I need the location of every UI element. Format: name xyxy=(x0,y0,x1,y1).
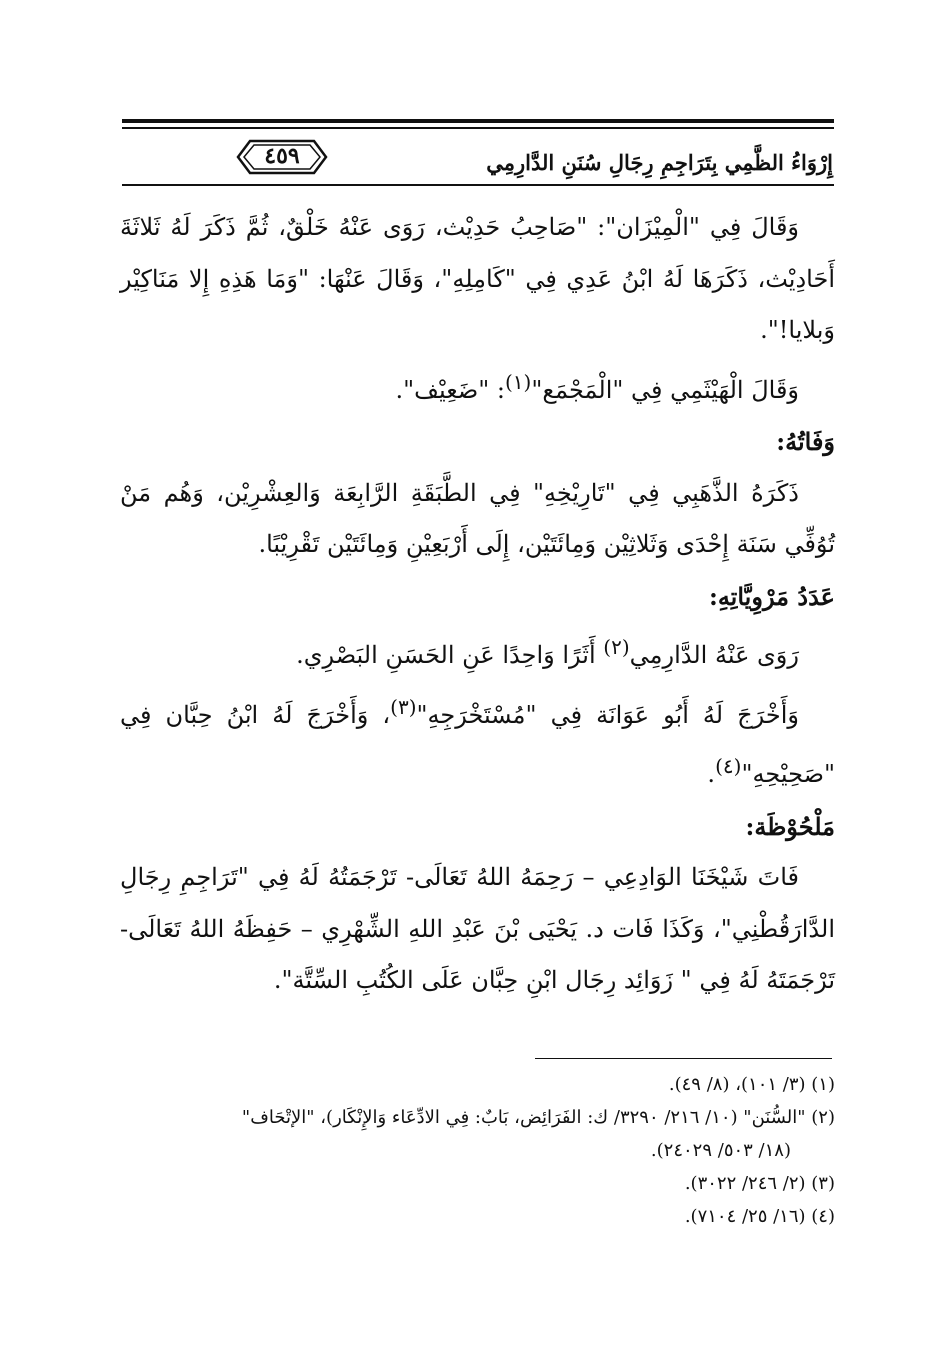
heading-death: وَفَاتُهُ: xyxy=(776,427,835,456)
footnote-ref-2: (٢) xyxy=(603,635,630,659)
footnote-2: (٢) "السُّنَن" (١٠/ ٢١٦/ ٣٢٩٠/ ك: الفَرَائِض، بَابٌ: فِي الادِّعَاء وَالإِنْكَار)، "الإتْحَاف" xyxy=(241,1107,835,1128)
heading-narrations-count: عَدَدُ مَرْوِيَّاتِهِ: xyxy=(708,581,835,611)
paragraph-note: فَاتَ شَيْخَنَا الوَادِعِي – رَحِمَهُ اللهُ تَعَالَى- تَرْجَمَتُهُ لَهُ فِي "تَرَاجِمِ رِجَالِ الدَّارَقُطْنِي"، وَكَذَا فَات د. يَحْيَى بْنَ عَبْدِ اللهِ الشِّهْرِي – حَفِظَهُ اللهُ تَعَالَى- تَرْجَمَتَهُ لَهُ فِي " زَوَائِد رِجَال ابْنِ حِبَّان عَلَى الكُتُبِ السِّتَّة". xyxy=(120,863,835,994)
paragraph-awana xyxy=(120,682,835,801)
page-number: ٤٥٩ xyxy=(264,143,300,169)
paragraph-haythami-end: : "ضَعِيْف". xyxy=(395,375,505,404)
page-number-frame xyxy=(236,138,328,176)
paragraph-death: ذَكَرَهُ الذَّهَبِي فِي "تَارِيْخِهِ" فِي الطَّبَقَةِ الرَّابِعَة وَالعِشْرِيْن، وَهُم مَنْ تُوُفِّي سَنَة إِحْدَى وَثَلاثِيْن وَمِائَتَيْن، إِلَى أَرْبَعِيْنِ وَمِائَتَيْن تَقْرِيْبًا. xyxy=(120,478,835,558)
heading-note: مَلْحُوْظَة: xyxy=(745,811,835,841)
paragraph-awana-end: . xyxy=(707,760,716,788)
footnote-separator xyxy=(535,1058,832,1059)
footnote-4: (٤) (١٦/ ٢٥/ ٧١٠٤). xyxy=(684,1206,835,1227)
main-text xyxy=(120,202,835,1007)
footnotes xyxy=(120,1068,835,1233)
paragraph-darimi xyxy=(120,622,835,682)
header-rule-top xyxy=(122,119,834,123)
running-header-title: إِرْوَاءُ الظَّمِي بِتَرَاجِمِ رِجَالِ سُنَنِ الدَّارِمِي xyxy=(486,150,833,175)
footnote-1: (١) (٣/ ١٠١)، (٨/ ٤٩). xyxy=(668,1074,835,1095)
footnote-ref-4: (٤) xyxy=(715,754,742,778)
paragraph-darimi-end: أَثَرًا وَاحِدًا عَنِ الحَسَنِ البَصْرِي. xyxy=(296,641,604,669)
paragraph-mizan: وَقَالَ فِي "الْمِيْزَان": "صَاحِبُ حَدِيْث، رَوَى عَنْهُ خَلْقٌ، ثُمَّ ذَكَرَ لَهُ ثَلاثَةَ أَحَادِيْث، ذَكَرَهَا لَهُ ابْنُ عَدِي فِي "كَامِلِهِ"، وَقَالَ عَنْهَا: "وَمَا هَذِهِ إِلا مَنَاكِيْر وَبلايا!". xyxy=(120,213,835,344)
header-rule-middle xyxy=(122,127,834,129)
footnote-2-continued: (١٨/ ٥٠٣/ ٢٤٠٢٩). xyxy=(650,1140,791,1161)
header-rule-bottom xyxy=(122,184,834,186)
paragraph-haythami-text: وَقَالَ الْهَيْثَمِي فِي "الْمَجْمَع" xyxy=(531,375,799,404)
footnote-ref-3: (٣) xyxy=(390,694,417,719)
paragraph-haythami xyxy=(120,357,835,417)
footnote-3: (٣) (٢/ ٢٤٦/ ٣٠٢٢). xyxy=(684,1173,835,1194)
footnote-ref-1: (١) xyxy=(504,369,532,394)
paragraph-awana-middle: ، وَأَخْرَجَ لَهُ ابْنُ حِبَّان فِي "صَحِيْحِهِ" xyxy=(120,700,835,788)
paragraph-darimi-text: رَوَى عَنْهُ الدَّارِمِي xyxy=(629,641,799,669)
paragraph-awana-text: وَأَخْرَجَ لَهُ أَبُو عَوَانَة فِي "مُسْتَخْرَجِهِ" xyxy=(416,700,799,729)
